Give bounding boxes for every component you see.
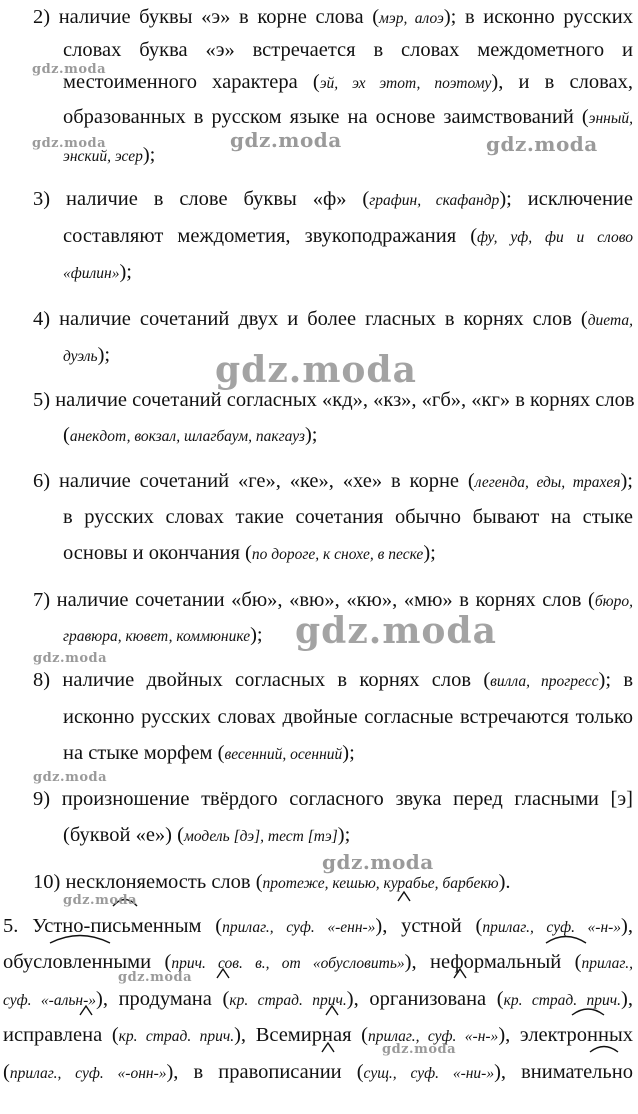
body-text: ); bbox=[342, 742, 355, 764]
text-line bbox=[63, 740, 355, 766]
example-text: гравюра, кювет, коммюнике bbox=[63, 628, 251, 645]
example-text: прилаг., bbox=[581, 955, 634, 972]
example-text: диета, bbox=[587, 312, 633, 329]
text-line bbox=[63, 822, 350, 848]
watermark: gdz.moda bbox=[322, 850, 434, 874]
body-text: в русских словах такие сочетания обычно бывают на стыке bbox=[63, 506, 633, 528]
text-line bbox=[3, 913, 633, 939]
example-text: энный, bbox=[588, 110, 633, 127]
example-text: кр. страд. прич. bbox=[229, 992, 347, 1009]
example-text: модель [дэ], тест [тэ] bbox=[183, 828, 338, 845]
example-text: бюро, bbox=[594, 593, 633, 610]
body-text: 3) наличие в слове буквы «ф» ( bbox=[33, 188, 370, 210]
text-line bbox=[33, 869, 511, 895]
watermark: gdz.moda bbox=[63, 893, 138, 908]
body-text: ); bbox=[97, 344, 111, 366]
body-text: 9) произношение твёрдого согласного звука перед гласными [э] bbox=[33, 788, 633, 810]
text-line bbox=[63, 223, 633, 249]
body-text: словах буква «э» встречается в словах междометного и bbox=[63, 39, 633, 61]
body-text: составляют междометия, звукоподражания ( bbox=[63, 225, 478, 247]
body-text: ), устной ( bbox=[375, 915, 483, 937]
text-line bbox=[63, 540, 436, 566]
text-line bbox=[63, 422, 317, 448]
example-text: весенний, осенний bbox=[224, 746, 343, 763]
body-text: ( bbox=[63, 424, 70, 446]
text-line bbox=[63, 69, 633, 95]
body-text: ); bbox=[620, 470, 633, 492]
body-text: основы и окончания ( bbox=[63, 542, 252, 564]
body-text: исправлена ( bbox=[3, 1024, 119, 1046]
body-text: ), неформальный ( bbox=[404, 951, 582, 973]
body-text: (буквой «е») ( bbox=[63, 824, 184, 846]
body-text: исконно русских словах двойные согласные встречаются только bbox=[63, 706, 633, 728]
text-line bbox=[33, 306, 633, 332]
text-line bbox=[33, 786, 633, 812]
body-text: 7) наличие сочетании «бю», «вю», «кю», «мю» в корнях слов ( bbox=[33, 589, 595, 611]
body-text: местоименного характера ( bbox=[63, 71, 320, 93]
text-line bbox=[63, 104, 633, 130]
watermark: gdz.moda bbox=[486, 132, 598, 156]
body-text: ), продумана ( bbox=[96, 988, 230, 1010]
watermark: gdz.moda bbox=[215, 349, 417, 391]
text-line bbox=[3, 1059, 633, 1085]
example-text: сущ., суф. «-ни-» bbox=[363, 1065, 495, 1082]
example-text: прич. сов. в., от «обусловить» bbox=[171, 955, 405, 972]
text-line bbox=[33, 186, 633, 212]
text-line bbox=[63, 622, 263, 648]
body-text: на стыке морфем ( bbox=[63, 742, 225, 764]
text-line bbox=[63, 342, 110, 368]
body-text: образованных в русском языке на основе заимствований ( bbox=[63, 106, 589, 128]
text-line bbox=[63, 259, 132, 285]
body-text: ( bbox=[3, 1061, 10, 1083]
example-text: по дороге, к снохе, в песке bbox=[251, 546, 424, 563]
body-text: ); bbox=[304, 424, 318, 446]
example-text: дуэль bbox=[63, 348, 98, 365]
example-text: эй, эх этот, поэтому bbox=[319, 75, 492, 92]
body-text: ), bbox=[621, 915, 633, 937]
body-text: ), электронных bbox=[498, 1024, 634, 1046]
example-text: протеже, кешью, курабье, барбекю bbox=[262, 875, 499, 892]
example-text: графин, скафандр bbox=[369, 192, 500, 209]
text-line bbox=[33, 667, 633, 693]
body-text: ), внимательно bbox=[494, 1061, 633, 1083]
body-text: ); bbox=[142, 144, 156, 166]
example-text: «филин» bbox=[63, 265, 120, 282]
text-line bbox=[33, 468, 633, 494]
body-text: ), и в словах, bbox=[491, 71, 633, 93]
watermark: gdz.moda bbox=[118, 970, 193, 985]
body-text: ); исключение bbox=[499, 188, 633, 210]
body-text: ); bbox=[119, 261, 132, 283]
example-text: кр. страд. прич. bbox=[503, 992, 622, 1009]
body-text: 2) наличие буквы «э» в корне слова ( bbox=[33, 6, 380, 28]
body-text: ), Всемирная ( bbox=[234, 1024, 368, 1046]
watermark: gdz.moda bbox=[230, 128, 342, 152]
body-text: 5) наличие сочетаний согласных «кд», «кз», «гб», «кг» в корнях слов bbox=[33, 389, 635, 411]
watermark: gdz.moda bbox=[32, 136, 107, 151]
body-text: 10) несклоняемость слов ( bbox=[33, 871, 263, 893]
watermark: gdz.moda bbox=[382, 1042, 457, 1057]
text-line bbox=[3, 949, 633, 975]
body-text: ); bbox=[337, 824, 351, 846]
example-text: энский, эсер bbox=[63, 148, 143, 165]
body-text: ); bbox=[423, 542, 436, 564]
body-text: ), организована ( bbox=[346, 988, 504, 1010]
example-text: фу, уф, фи и слово bbox=[477, 229, 633, 246]
example-text: анекдот, вокзал, шлагбаум, пакгауз bbox=[69, 428, 305, 445]
example-text: мэр, алоэ bbox=[379, 10, 444, 27]
body-text: ); bbox=[250, 624, 263, 646]
body-text: обусловленными ( bbox=[3, 951, 172, 973]
text-line bbox=[3, 986, 633, 1012]
body-text: ), в правописании ( bbox=[166, 1061, 364, 1083]
example-text: прилаг., суф. «-н-» bbox=[367, 1028, 499, 1045]
text-line bbox=[63, 504, 633, 530]
body-text: 8) наличие двойных согласных в корнях слов ( bbox=[33, 669, 491, 691]
text-line bbox=[33, 4, 633, 30]
body-text: 4) наличие сочетаний двух и более гласных в корнях слов ( bbox=[33, 308, 588, 330]
body-text: ), bbox=[621, 988, 633, 1010]
body-text: ); в исконно русских bbox=[443, 6, 633, 28]
watermark: gdz.moda bbox=[33, 770, 108, 785]
example-text: прилаг., суф. «-енн-» bbox=[222, 919, 376, 936]
example-text: кр. страд. прич. bbox=[118, 1028, 235, 1045]
body-text: ); в bbox=[598, 669, 634, 691]
text-line bbox=[3, 1022, 633, 1048]
example-text: суф. «-альн-» bbox=[3, 992, 96, 1009]
body-text: 5. Устно-письменным ( bbox=[3, 915, 223, 937]
example-text: легенда, еды, трахея bbox=[474, 474, 621, 491]
body-text: 6) наличие сочетаний «ге», «ке», «хе» в корне ( bbox=[33, 470, 475, 492]
watermark: gdz.moda bbox=[32, 62, 107, 77]
example-text: прилаг., суф. «-н-» bbox=[482, 919, 622, 936]
text-line bbox=[63, 37, 633, 63]
watermark: gdz.moda bbox=[295, 610, 497, 652]
body-text: ). bbox=[498, 871, 511, 893]
text-line bbox=[63, 704, 633, 730]
example-text: вилла, прогресс bbox=[490, 673, 599, 690]
watermark: gdz.moda bbox=[33, 651, 108, 666]
example-text: прилаг., суф. «-онн-» bbox=[9, 1065, 167, 1082]
